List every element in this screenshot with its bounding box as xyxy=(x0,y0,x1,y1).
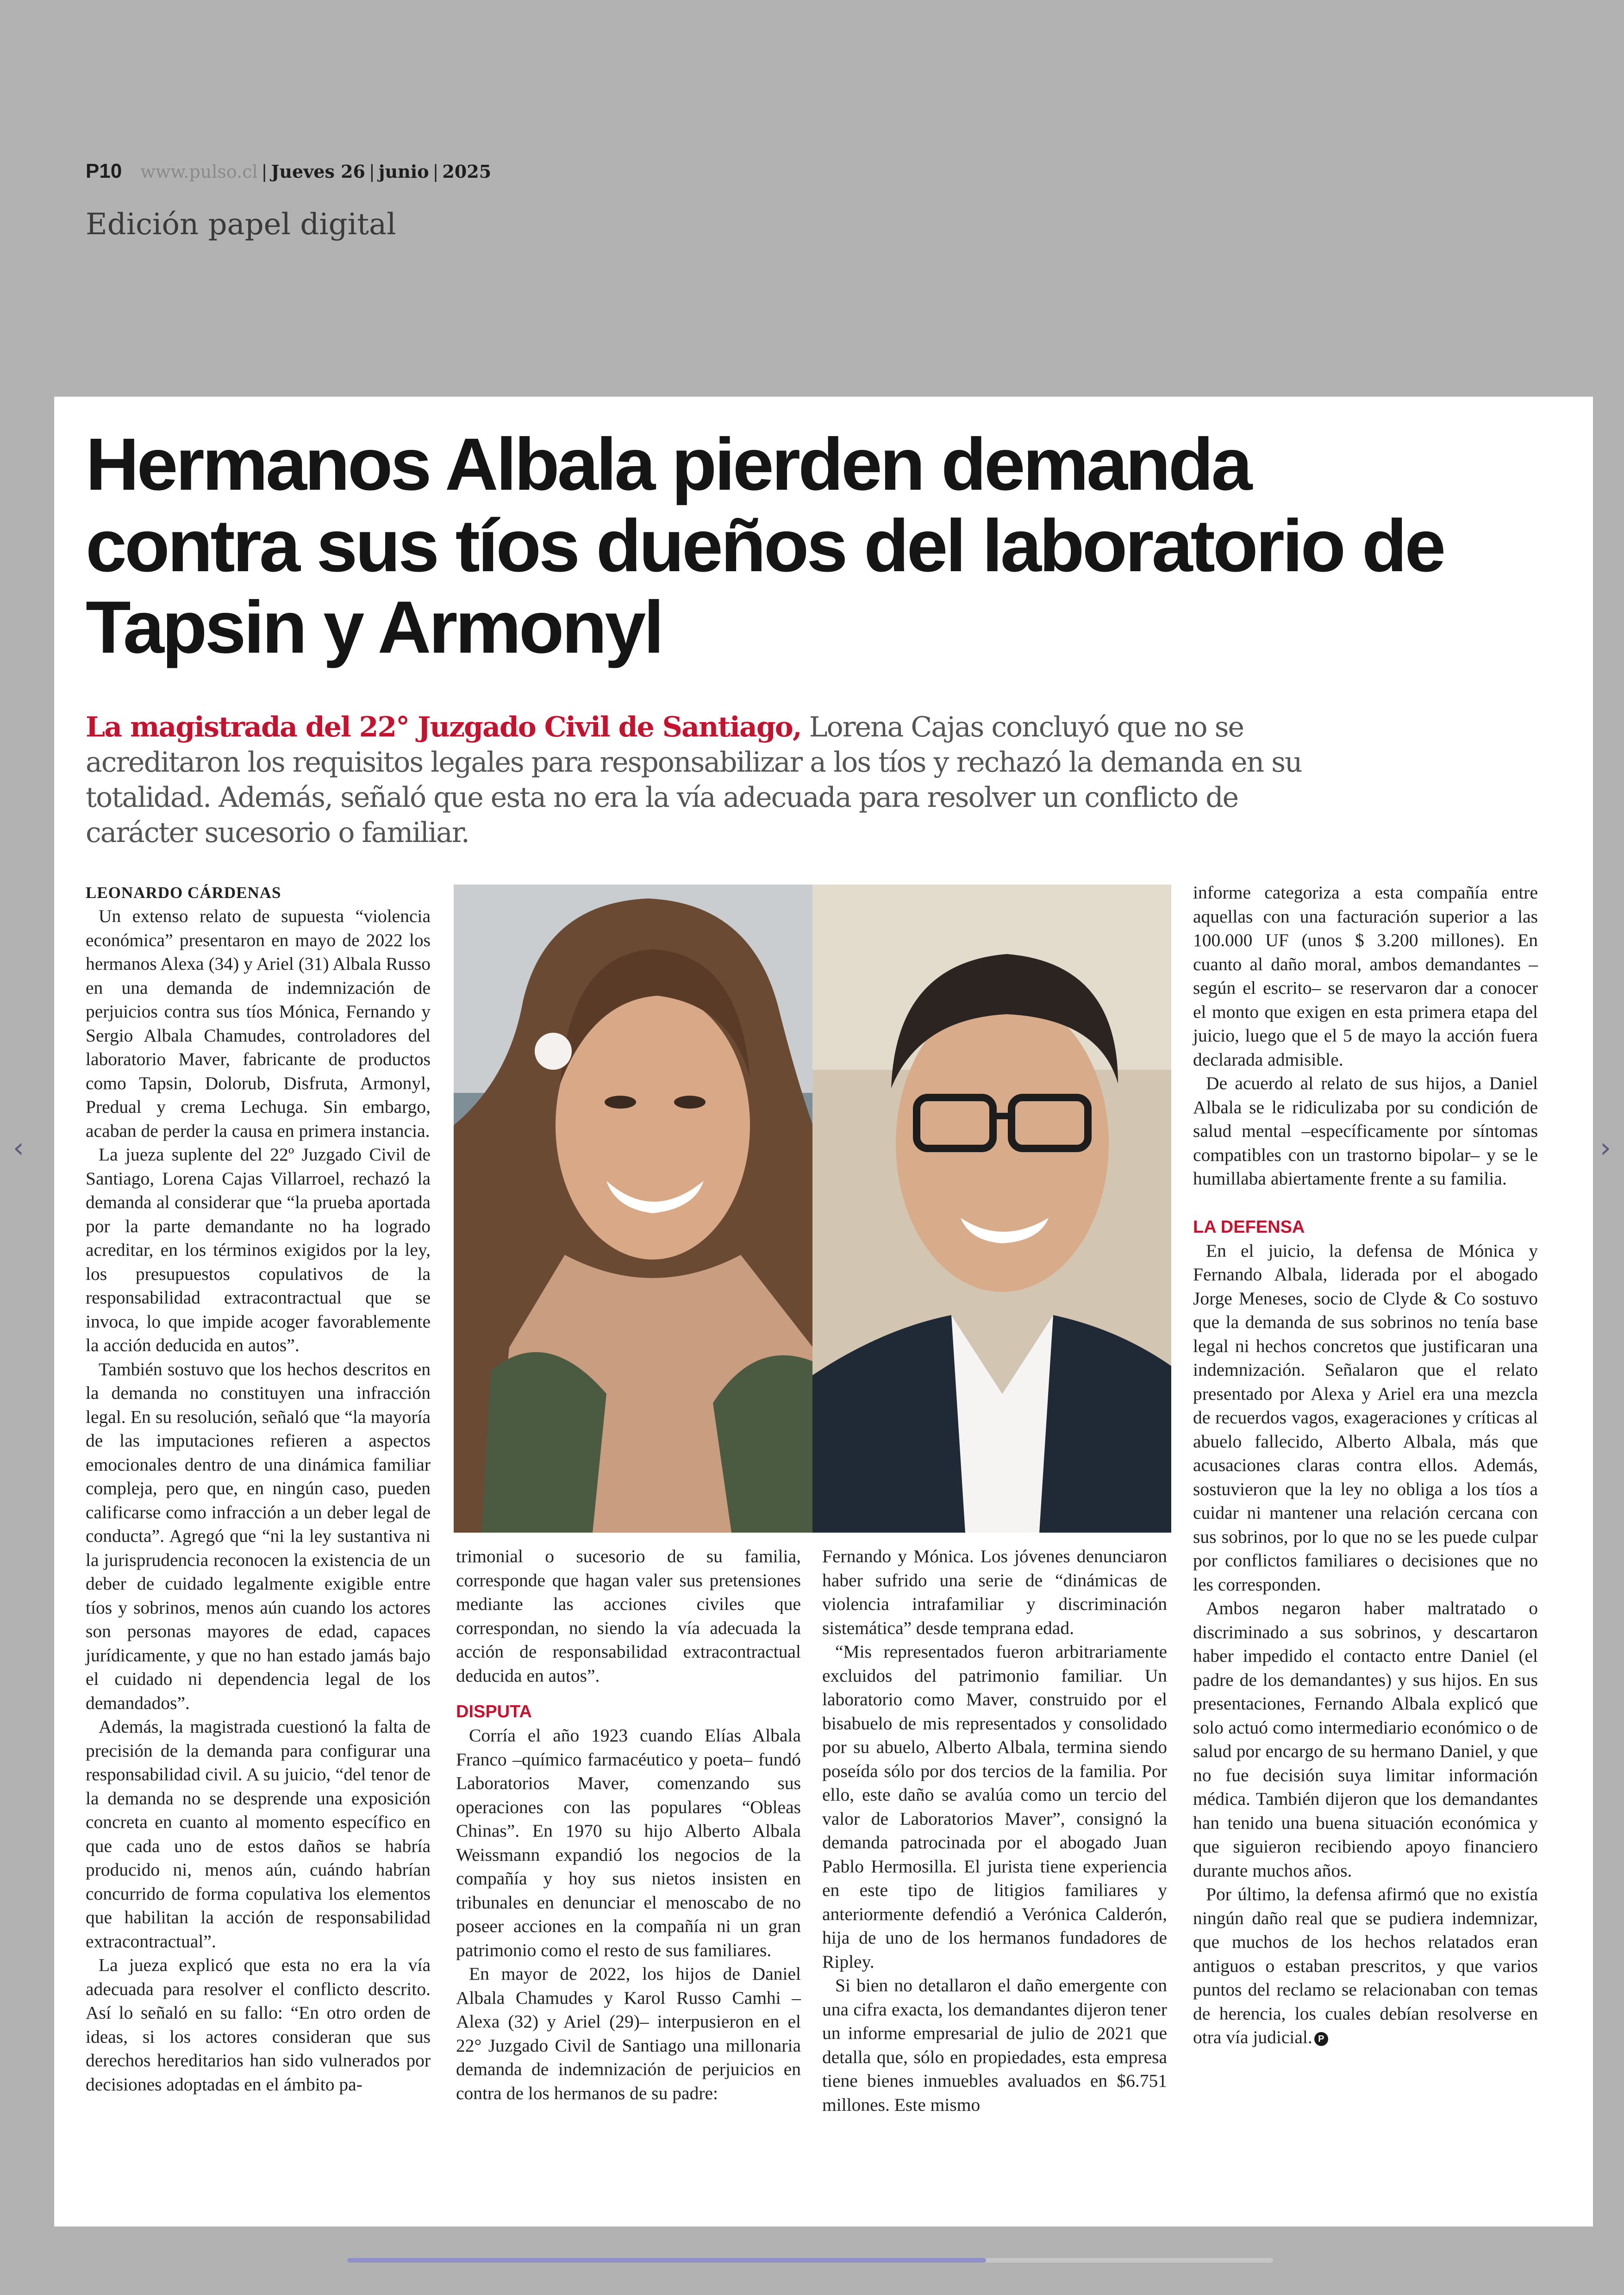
issue-day: Jueves 26 xyxy=(271,161,365,182)
paragraph: Corría el año 1923 cuando Elías Albala Franco –químico farmacéutico y poeta– fundó Laboratorios Maver, comenzando sus operaciones con las populares “Obleas Chinas”. En 1970 su hijo Alberto Albala Weissmann expandió los negocios de la compañía y hoy sus nietos insisten en tribunales en denunciar el menoscabo de no poseer acciones en la compañía ni un gran patrimonio como el resto de sus familiares. xyxy=(456,1725,801,1960)
paragraph: Ambos negaron haber maltratado o discriminado a sus sobrinos, y descartaron haber impedido el contacto entre Daniel (el padre de los demandantes) y sus hijos. En sus presentaciones, Fernando Albala explicó que solo actuó como intermediario económico o de salud por encargo de su hermano Daniel, y que no fue decisión suya limitar información médica. También dijeron que los demandantes han tenido una buena situación económica y que siguieron recibiendo apoyo financiero durante muchos años. xyxy=(1193,1598,1538,1881)
subhead-la-defensa: LA DEFENSA xyxy=(1193,1217,1305,1237)
paragraph: De acuerdo al relato de sus hijos, a Daniel Albala se le ridiculizaba por su condición de salud mental –específicamente por síntomas compatibles con un trastorno bipolar– y se le humillaba abiertamente frente a su familia. xyxy=(1193,1073,1538,1189)
issue-info: P10 www.pulso.cl | Jueves 26 | junio | 2025 xyxy=(86,160,492,182)
issue-month: junio xyxy=(378,161,429,182)
paragraph: Además, la magistrada cuestionó la falta de precisión de la demanda para configurar una responsabilidad civil. A su juicio, “del tenor de la demanda no se desprende una exposición concreta en cuanto al momento específico en que cada uno de estos daños se habría producido ni, menos aún, cuándo habrían concurrido de forma copulativa los elementos que habilitan la acción de responsabilidad extracontractual”. xyxy=(86,1716,431,1952)
paragraph: En el juicio, la defensa de Mónica y Fernando Albala, liderada por el abogado Jorge Meneses, socio de Clyde & Co sostuvo que la demanda de sus sobrinos no tenía base legal ni hechos concretos que justificaran una indemnización. Señalaron que el relato presentado por Alexa y Ariel era una mezcla de recuerdos vagos, exageraciones y críticas al abuelo fallecido, Alberto Albala, más que acusaciones claras contra ellos. Además, sostuvieron que la ley no obliga a los tíos a cuidar ni mantener una relación cercana con sus sobrinos, por lo que no se les puede culpar por conflictos familiares o decisiones que no les corresponden. xyxy=(1193,1240,1538,1595)
paragraph: También sostuvo que los hechos descritos en la demanda no constituyen una infracción legal. En su resolución, señaló que “la mayoría de las imputaciones refieren a aspectos emocionales dentro de una dinámica familiar compleja, pero que, en ningún caso, pueden calificarse como infracción a un deber legal de conducta”. Agregó que “ni la ley sustantiva ni la jurisprudencia reconocen la existencia de un deber de cuidado legalmente exigible entre tíos y sobrinos, menos aún cuando los actores son personas mayores de edad, capaces jurídicamente, y que no han estado jamás bajo el cuidado ni dependencia legal de los demandados”. xyxy=(86,1359,431,1713)
deck-highlight: La magistrada del 22° Juzgado Civil de Santiago, xyxy=(86,711,801,743)
reading-progress-bar[interactable] xyxy=(347,2258,1273,2263)
closing-paragraph xyxy=(1193,1883,1538,2050)
site-url[interactable]: www.pulso.cl xyxy=(140,162,258,182)
article-column-1 xyxy=(86,881,431,2096)
paragraph: Un extenso relato de supuesta “violencia económica” presentaron en mayo de 2022 los hermanos Alexa (34) y Ariel (31) Albala Russo en una demanda de indemnización de perjuicios contra sus tíos Mónica, Fernando y Sergio Albala Chamudes, controladores del laboratorio Maver, fabricante de productos como Tapsin, Dolorub, Disfruta, Armonyl, Predual y crema Lechuga. Sin embargo, acaban de perder la causa en primera instancia. xyxy=(86,906,431,1141)
deck-text: Lorena Cajas concluyó que no se acreditaron los requisitos legales para responsabilizar a los tíos y rechazó la demanda en su totalidad. Además, señaló que esta no era la vía adecuada para resolver un conflicto de carácter sucesorio o familiar. xyxy=(86,711,1302,849)
paragraph: trimonial o sucesorio de su familia, corresponde que hagan valer sus pretensiones mediante las acciones civiles que correspondan, no siendo la vía adecuada la acción de responsabilidad extracontractual deducida en autos”. xyxy=(456,1546,801,1686)
photo-alexa-albala xyxy=(454,885,813,1533)
byline: LEONARDO CÁRDENAS xyxy=(86,884,281,902)
paragraph: La jueza suplente del 22º Juzgado Civil de Santiago, Lorena Cajas Villarroel, rechazó la demanda al considerar que “la prueba aportada por la parte demandante no ha logrado acreditar, en los términos exigidos por la ley, los presupuestos copulativos de la responsabilidad extracontractual que se invoca, lo que impide acoger favorablemente la acción deducida en autos”. xyxy=(86,1144,431,1355)
paragraph: Fernando y Mónica. Los jóvenes denunciaron haber sufrido una serie de “dinámicas de violencia intrafamiliar y discriminación sistemática” desde temprana edad. xyxy=(822,1546,1167,1638)
chevron-left-icon[interactable]: ‹ xyxy=(13,1132,24,1164)
article-column-2 xyxy=(456,1545,801,2105)
chevron-right-icon[interactable]: › xyxy=(1600,1132,1611,1164)
photo-ariel-albala xyxy=(812,885,1171,1533)
paragraph: informe categoriza a esta compañía entre aquellas con una facturación superior a las 100.000 UF (unos $ 3.200 millones). En cuanto al daño moral, ambos demandantes –según el escrito– se reservaron dar a conocer el monto que exigen en esta primera etapa del juicio, luego que el 5 de mayo la acción fuera declarada admisible. xyxy=(1193,882,1538,1070)
page-number: P10 xyxy=(86,160,122,182)
end-of-article-icon: P xyxy=(1314,2032,1328,2046)
edition-label: Edición papel digital xyxy=(86,207,396,242)
subhead-disputa: DISPUTA xyxy=(456,1702,532,1721)
paragraph: “Mis representados fueron arbitrariamente excluidos del patrimonio familiar. Un laboratorio como Maver, construido por el bisabuelo de mis representados y consolidado por su abuelo, Alberto Albala, termina siendo poseída sólo por dos tercios de la familia. Por ello, este daño se avalúa como un tercio del valor de Laboratorios Maver”, consignó la demanda patrocinada por el abogado Juan Pablo Hermosilla. El jurista tiene experiencia en este tipo de litigios familiares y anteriormente defendió a Verónica Calderón, hija de uno de los hermanos fundadores de Ripley. xyxy=(822,1641,1167,1972)
issue-year: 2025 xyxy=(442,161,492,182)
newspaper-page xyxy=(54,397,1593,2226)
paragraph: La jueza explicó que esta no era la vía adecuada para resolver el conflicto descrito. Así lo señaló en su fallo: “En otro orden de ideas, si los actores consideran que sus derechos hereditarios han sido vulnerados por decisiones adoptadas en el ámbito pa- xyxy=(86,1955,431,2095)
article-column-3 xyxy=(822,1545,1167,2117)
paragraph: Si bien no detallaron el daño emergente con una cifra exacta, los demandantes dijeron tener un informe empresarial de julio de 2021 que detalla que, sólo en propiedades, esta empresa tiene bienes inmuebles avaluados en $6.751 millones. Este mismo xyxy=(822,1975,1167,2115)
article-column-4 xyxy=(1193,881,1538,2050)
closing-text: Por último, la defensa afirmó que no existía ningún daño real que se pudiera indemnizar, que muchos de los hechos relatados eran antiguos o estaban prescritos, y que varios puntos del reclamo se relacionaban con temas de herencia, los cuales debían resolverse en otra vía judicial. xyxy=(1193,1884,1538,2047)
reading-progress-fill xyxy=(347,2258,986,2263)
paragraph: En mayor de 2022, los hijos de Daniel Albala Chamudes y Karol Russo Camhi –Alexa (32) y Ariel (29)– interpusieron en el 22° Juzgado Civil de Santiago una millonaria demanda de indemnización de perjuicios en contra de los hermanos de su padre: xyxy=(456,1964,801,2103)
article-headline: Hermanos Albala pierden demanda contra sus tíos dueños del laboratorio de Tapsin y Armonyl xyxy=(86,423,1444,668)
article-deck xyxy=(86,710,1326,850)
